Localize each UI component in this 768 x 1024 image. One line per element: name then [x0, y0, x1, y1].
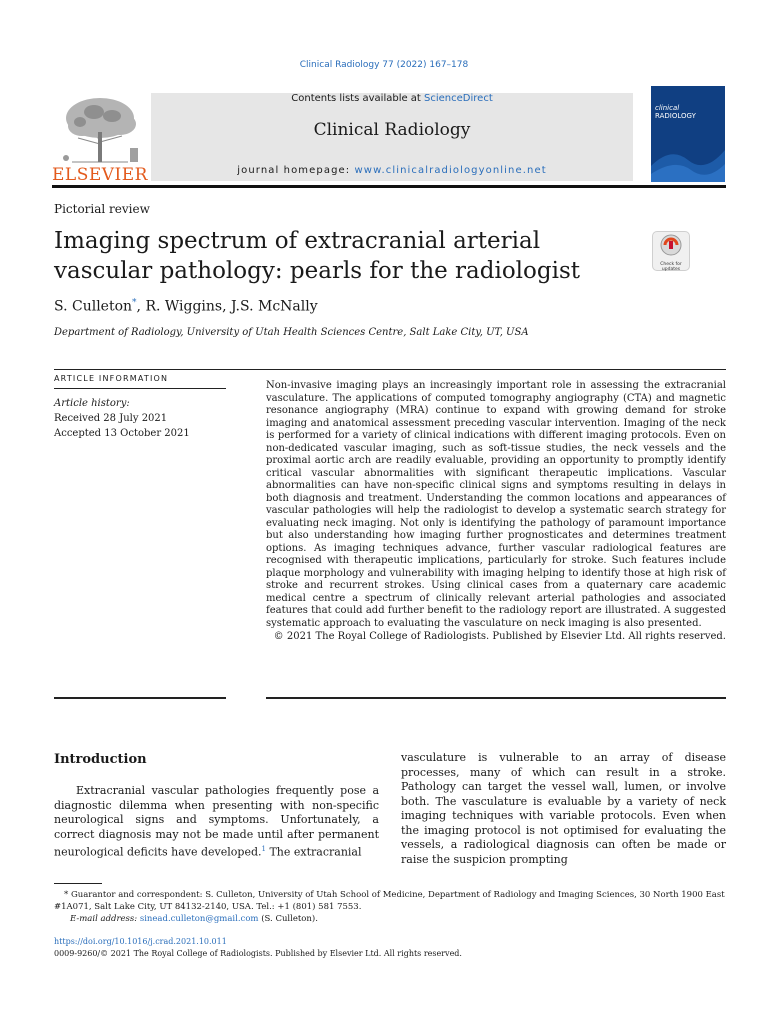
cover-title: clinical RADIOLOGY — [655, 104, 696, 120]
received-date: Received 28 July 2021 — [54, 413, 168, 424]
check-for-updates-button[interactable] — [652, 231, 690, 271]
journal-cover-thumbnail — [651, 86, 725, 182]
footnote-divider — [54, 883, 102, 884]
article-history: Article history: Received 28 July 2021 Accepted 13 October 2021 — [54, 398, 190, 439]
journal-homepage-line: journal homepage: www.clinicalradiologyonline.net — [237, 165, 547, 176]
journal-citation-link[interactable]: Clinical Radiology 77 (2022) 167–178 — [299, 60, 469, 70]
abstract-copyright: © 2021 The Royal College of Radiologists. Published by Elsevier Ltd. All rights reserved. — [273, 631, 726, 642]
body-column-right: vasculature is vulnerable to an array of disease processes, many of which can result in a stroke. Pathology can target the vessel wall, lumen, or involve both. The vasculature is evaluable by a variety of neck imaging techniques with variable protocols. Even when the imaging protocol is not optimised for evaluating the vessels, a radiological diagnosis can often be made or raise the suspicion prompting — [401, 751, 726, 866]
body-column-left: Extracranial vascular pathologies frequently pose a diagnostic dilemma when presenting with non-specific neurological signs and symptoms. Unfortunately, a correct diagnosis may not be made until after permanent neurological deficits have developed.$^1$ The extracranial — [54, 784, 379, 859]
info-heading-rule — [54, 388, 226, 389]
abstract-text: Non-invasive imaging plays an increasingly important role in assessing the extracranial vasculature. The applications of computed tomography angiography (CTA) and magnetic resonance angiography (MRA) continue to expand with growing demand for stroke imaging and anatomical assessment preceding vascular intervention. Imaging of the neck is performed for a variety of clinical indications with different imaging protocols. Even on non-dedicated vascular imaging, such as soft-tissue studies, the neck vessels and the proximal aortic arch are readily evaluable, providing an opportunity to promptly identify critical vascular abnormalities with significant therapeutic implications. Vascular abnormalities can have non-specific clinical signs and symptoms resulting in delays in both diagnosis and treatment. Understanding the common locations and appearances of vascular pathologies will help the radiologist to develop a systematic search strategy for evaluating neck imaging. Not only is identifying the pathology of paramount importance but also understanding how imaging further prognosticates and determines treatment options. As imaging techniques advance, further vascular radiological features are recognised with therapeutic implications, particularly for stroke. Such features include plaque morphology and vulnerability with imaging helping to identify those at high risk of stroke and recurrent strokes. Using clinical cases from a quaternary care academic medical centre a spectrum of clinically relevant arterial pathologies and associated features that could add further benefit to the radiology report are illustrated. A suggested systematic approach to evaluating the vasculature on neck imaging is also presented. — [266, 380, 726, 629]
email-link[interactable]: sinead.culleton@gmail.com — [139, 914, 259, 924]
issn-copyright-line: 0009-9260/© 2021 The Royal College of Radiologists. Published by Elsevier Ltd. All rights reserved. — [54, 949, 462, 958]
author-affiliation: Department of Radiology, University of Utah Health Sciences Centre, Salt Lake City, UT, USA — [54, 327, 529, 338]
sciencedirect-link[interactable]: ScienceDirect — [424, 93, 493, 104]
section-rule-top — [54, 369, 726, 370]
cover-pattern — [651, 126, 725, 182]
journal-homepage-link[interactable]: www.clinicalradiologyonline.net — [354, 165, 547, 176]
abstract-bottom-rule — [266, 697, 726, 699]
introduction-heading: Introduction — [54, 752, 147, 767]
journal-name: Clinical Radiology — [313, 120, 471, 140]
accepted-date: Accepted 13 October 2021 — [54, 428, 190, 439]
reference-link-1[interactable]: 1 — [261, 845, 266, 853]
elsevier-wordmark: ELSEVIER — [52, 165, 148, 185]
corresponding-author-mark[interactable]: * — [132, 298, 137, 308]
doi-link[interactable]: https://doi.org/10.1016/j.crad.2021.10.011 — [54, 937, 227, 946]
journal-banner — [151, 93, 633, 181]
header-divider — [52, 185, 726, 188]
abstract — [266, 380, 726, 644]
check-updates-label: Check for updates — [660, 262, 682, 272]
article-title: Imaging spectrum of extracranial arterial vascular pathology: pearls for the radiologist — [54, 228, 581, 284]
author-list: S. Culleton*, R. Wiggins, J.S. McNally — [54, 298, 318, 315]
corresponding-author-footnote: * Guarantor and correspondent: S. Culleton, University of Utah School of Medicine, Department of Radiology and Imaging Sciences, 30 North 1900 East #1A071, Salt Lake City, UT 84132-2140, USA. Tel.: +1 (801) 581 7553. E-mail address: sinead.culleton@gmail.com (S. Culleton). — [54, 890, 725, 924]
contents-available-line: Contents lists available at ScienceDirect — [291, 93, 493, 104]
article-information-heading: ARTICLE INFORMATION — [54, 374, 169, 383]
info-bottom-rule — [54, 697, 226, 699]
article-type: Pictorial review — [54, 202, 150, 216]
check-updates-icon — [653, 232, 689, 258]
